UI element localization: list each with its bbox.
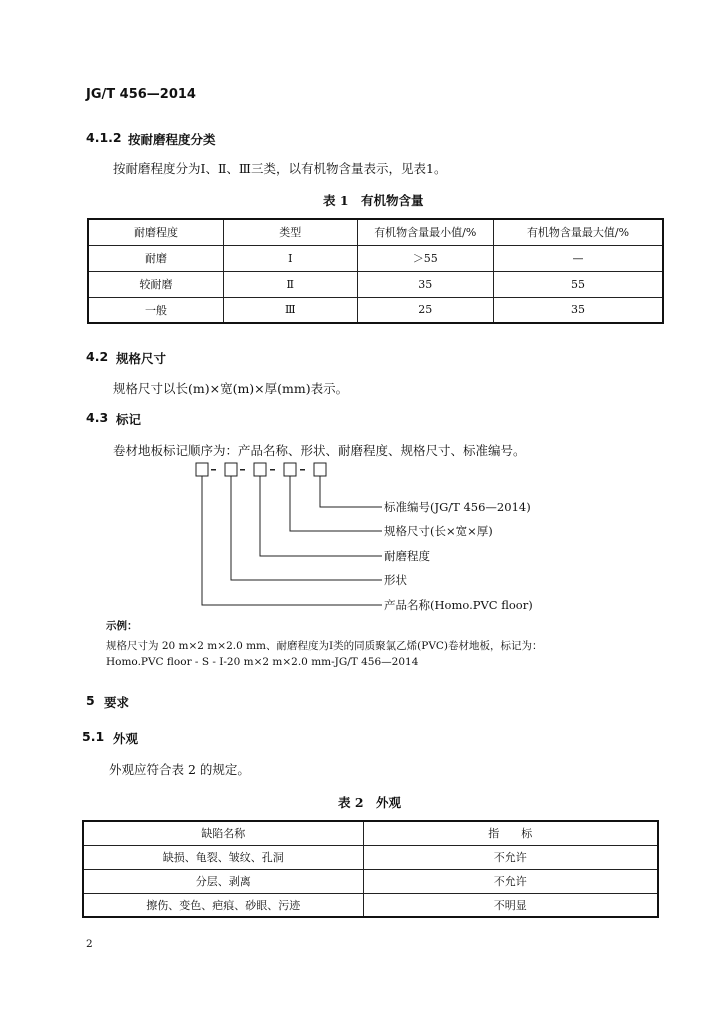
example-line-1: 规格尺寸为 20 m×2 m×2.0 mm、耐磨程度为Ⅰ类的同质聚氯乙烯(PVC)卷材地板，标记为： bbox=[106, 640, 543, 652]
table-header-cell: 有机物含量最小值/% bbox=[357, 219, 494, 245]
leader-line-shape bbox=[231, 476, 382, 580]
table-row bbox=[83, 845, 658, 869]
leader-line-product bbox=[202, 476, 382, 605]
section-5-1-number: 5.1 bbox=[82, 729, 105, 744]
diagram-label-dimension: 规格尺寸(长×宽×厚) bbox=[384, 524, 493, 538]
section-4-1-2-number: 4.1.2 bbox=[86, 130, 122, 145]
standard-code-box bbox=[314, 463, 326, 476]
table-header-cell: 有机物含量最大值/% bbox=[494, 219, 663, 245]
table-cell: — bbox=[494, 245, 663, 271]
table1-caption: 表 1 有机物含量 bbox=[323, 193, 424, 208]
section-4-3-title: 标记 bbox=[116, 412, 142, 427]
leader-line-wear bbox=[260, 476, 382, 556]
table-cell: 55 bbox=[494, 271, 663, 297]
table-cell: 耐磨 bbox=[88, 245, 224, 271]
table-cell: 较耐磨 bbox=[88, 271, 224, 297]
table-cell: 35 bbox=[357, 271, 494, 297]
table-row bbox=[83, 869, 658, 893]
example-heading: 示例： bbox=[106, 620, 138, 632]
diagram-label-standard: 标准编号(JG/T 456—2014) bbox=[384, 500, 531, 514]
table-header-row bbox=[83, 821, 658, 845]
section-5-1-title: 外观 bbox=[113, 731, 139, 746]
section-5-1-body: 外观应符合表 2 的规定。 bbox=[109, 762, 250, 777]
example-line-2: Homo.PVC floor - S - Ⅰ-20 m×2 m×2.0 mm-JG/T 456—2014 bbox=[106, 656, 419, 668]
diagram-label-wear: 耐磨程度 bbox=[384, 549, 430, 563]
section-4-2-title: 规格尺寸 bbox=[116, 351, 167, 366]
leader-line-standard bbox=[320, 476, 382, 507]
diagram-label-product: 产品名称(Homo.PVC floor) bbox=[384, 598, 533, 612]
table2-caption: 表 2 外观 bbox=[338, 795, 402, 810]
product-name-box bbox=[196, 463, 208, 476]
section-4-2-body: 规格尺寸以长(m)×宽(m)×厚(mm)表示。 bbox=[113, 381, 349, 396]
table-cell: 擦伤、变色、疤痕、砂眼、污迹 bbox=[83, 893, 363, 917]
table-cell: 不允许 bbox=[363, 845, 658, 869]
shape-box bbox=[225, 463, 237, 476]
wear-grade-box bbox=[254, 463, 266, 476]
separator-dash bbox=[300, 469, 305, 471]
table-cell: 分层、剥离 bbox=[83, 869, 363, 893]
section-4-3-body: 卷材地板标记顺序为：产品名称、形状、耐磨程度、规格尺寸、标准编号。 bbox=[113, 443, 526, 458]
table-cell: 缺损、龟裂、皱纹、孔洞 bbox=[83, 845, 363, 869]
leader-line-dimension bbox=[290, 476, 382, 531]
separator-dash bbox=[240, 469, 245, 471]
table-header-cell: 类型 bbox=[224, 219, 358, 245]
table-cell: 一般 bbox=[88, 297, 224, 323]
table-row bbox=[83, 893, 658, 917]
table-cell: 35 bbox=[494, 297, 663, 323]
section-4-1-2-title: 按耐磨程度分类 bbox=[128, 132, 216, 147]
table-header-cell: 缺陷名称 bbox=[83, 821, 363, 845]
table-header-cell: 指 标 bbox=[363, 821, 658, 845]
table-cell: Ⅲ bbox=[224, 297, 358, 323]
section-4-3-number: 4.3 bbox=[86, 410, 109, 425]
section-4-2-number: 4.2 bbox=[86, 349, 109, 364]
diagram-label-shape: 形状 bbox=[384, 573, 407, 587]
dimension-box bbox=[284, 463, 296, 476]
table-cell: Ⅱ bbox=[224, 271, 358, 297]
table-cell: 不明显 bbox=[363, 893, 658, 917]
standard-code: JG/T 456—2014 bbox=[86, 87, 196, 102]
table-cell: 25 bbox=[357, 297, 494, 323]
separator-dash bbox=[270, 469, 275, 471]
appearance-table bbox=[82, 820, 659, 918]
table-cell: 不允许 bbox=[363, 869, 658, 893]
section-4-1-2-body: 按耐磨程度分为Ⅰ、Ⅱ、Ⅲ三类，以有机物含量表示，见表1。 bbox=[113, 161, 447, 176]
table-header-cell: 耐磨程度 bbox=[88, 219, 224, 245]
section-5-title: 要求 bbox=[104, 695, 130, 710]
section-5-number: 5 bbox=[86, 693, 95, 708]
page-number: 2 bbox=[86, 938, 93, 950]
table-cell: ＞55 bbox=[357, 245, 494, 271]
table-cell: Ⅰ bbox=[224, 245, 358, 271]
separator-dash bbox=[211, 469, 216, 471]
